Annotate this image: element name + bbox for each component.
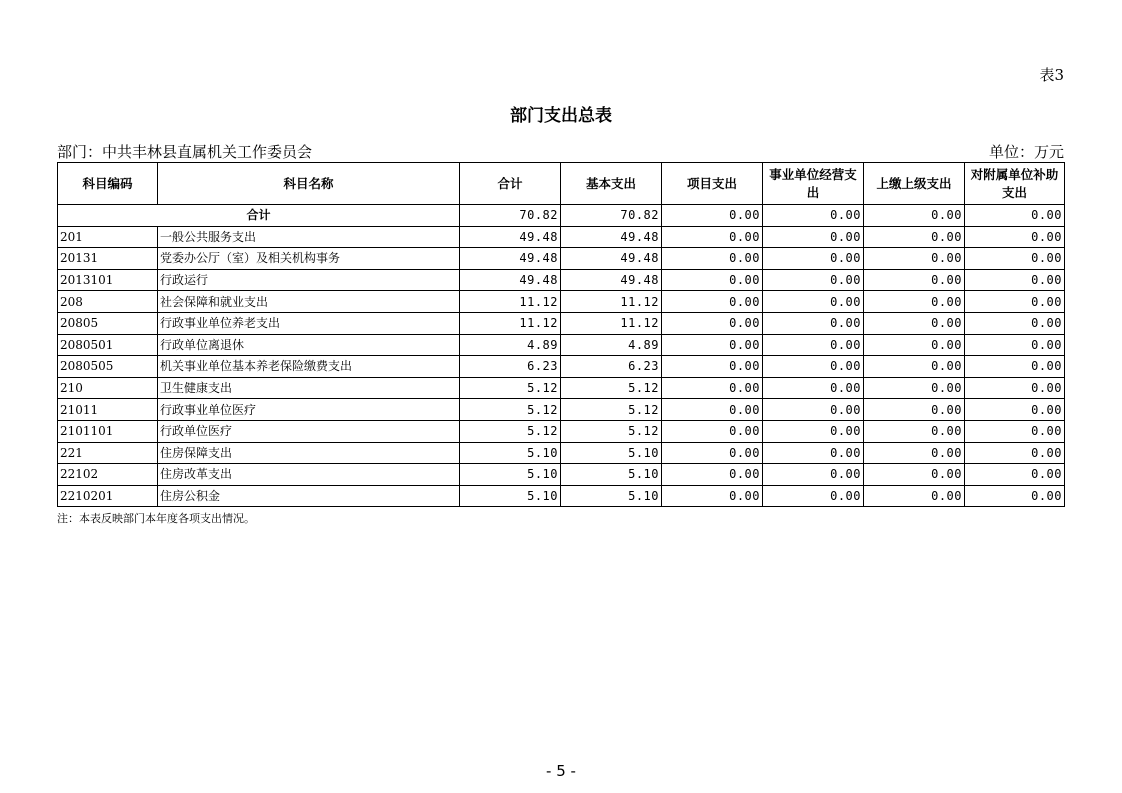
subject-name-cell: 卫生健康支出 [158, 377, 460, 399]
header-cell: 项目支出 [662, 163, 763, 205]
amount-cell: 0.00 [763, 420, 864, 442]
department-label: 部门：中共丰林县直属机关工作委员会 [57, 143, 313, 161]
amount-cell: 5.10 [561, 485, 662, 507]
amount-cell: 0.00 [763, 485, 864, 507]
amount-cell: 0.00 [662, 442, 763, 464]
amount-cell: 0.00 [864, 464, 965, 486]
subject-code-cell: 208 [58, 291, 158, 313]
amount-cell: 0.00 [864, 356, 965, 378]
amount-cell: 0.00 [864, 248, 965, 270]
amount-cell: 0.00 [763, 442, 864, 464]
amount-cell: 49.48 [561, 226, 662, 248]
table-row [58, 269, 1065, 291]
subject-name-cell: 行政单位离退休 [158, 334, 460, 356]
subject-code-cell: 2013101 [58, 269, 158, 291]
header-cell: 上缴上级支出 [864, 163, 965, 205]
table-note: 注：本表反映部门本年度各项支出情况。 [57, 512, 255, 525]
amount-cell: 0.00 [864, 399, 965, 421]
amount-cell: 5.12 [460, 399, 561, 421]
subject-name-cell: 社会保障和就业支出 [158, 291, 460, 313]
table-row [58, 312, 1065, 334]
subject-code-cell: 2210201 [58, 485, 158, 507]
header-cell: 科目编码 [58, 163, 158, 205]
amount-cell: 0.00 [965, 291, 1065, 313]
total-row [58, 205, 1065, 227]
amount-cell: 0.00 [965, 377, 1065, 399]
table-row [58, 291, 1065, 313]
amount-cell: 0.00 [763, 291, 864, 313]
header-cell: 合计 [460, 163, 561, 205]
total-cell: 0.00 [662, 205, 763, 227]
total-cell: 70.82 [460, 205, 561, 227]
unit-label: 单位：万元 [988, 143, 1064, 161]
subject-name-cell: 住房改革支出 [158, 464, 460, 486]
header-cell: 基本支出 [561, 163, 662, 205]
amount-cell: 0.00 [662, 485, 763, 507]
amount-cell: 0.00 [965, 248, 1065, 270]
header-cell: 事业单位经营支出 [763, 163, 864, 205]
amount-cell: 0.00 [662, 334, 763, 356]
amount-cell: 0.00 [965, 312, 1065, 334]
amount-cell: 0.00 [864, 485, 965, 507]
amount-cell: 0.00 [662, 291, 763, 313]
table-header-row [58, 163, 1065, 205]
subject-name-cell: 机关事业单位基本养老保险缴费支出 [158, 356, 460, 378]
amount-cell: 0.00 [965, 399, 1065, 421]
expense-summary-table [57, 162, 1065, 507]
amount-cell: 0.00 [763, 248, 864, 270]
amount-cell: 0.00 [864, 420, 965, 442]
subject-name-cell: 一般公共服务支出 [158, 226, 460, 248]
amount-cell: 0.00 [965, 269, 1065, 291]
amount-cell: 0.00 [965, 464, 1065, 486]
amount-cell: 5.12 [561, 377, 662, 399]
subject-name-cell: 行政事业单位养老支出 [158, 312, 460, 334]
amount-cell: 11.12 [561, 312, 662, 334]
subject-code-cell: 2080505 [58, 356, 158, 378]
amount-cell: 5.10 [561, 442, 662, 464]
amount-cell: 0.00 [864, 377, 965, 399]
table-row [58, 442, 1065, 464]
subject-code-cell: 20805 [58, 312, 158, 334]
amount-cell: 0.00 [965, 226, 1065, 248]
amount-cell: 11.12 [561, 291, 662, 313]
table-row [58, 399, 1065, 421]
amount-cell: 0.00 [864, 226, 965, 248]
table-row [58, 420, 1065, 442]
amount-cell: 11.12 [460, 312, 561, 334]
total-cell: 0.00 [763, 205, 864, 227]
amount-cell: 49.48 [561, 269, 662, 291]
subject-name-cell: 党委办公厅（室）及相关机构事务 [158, 248, 460, 270]
amount-cell: 0.00 [662, 399, 763, 421]
total-cell: 70.82 [561, 205, 662, 227]
amount-cell: 0.00 [662, 312, 763, 334]
amount-cell: 0.00 [763, 356, 864, 378]
subject-code-cell: 21011 [58, 399, 158, 421]
table-row [58, 464, 1065, 486]
amount-cell: 0.00 [864, 269, 965, 291]
amount-cell: 0.00 [965, 442, 1065, 464]
subject-name-cell: 行政运行 [158, 269, 460, 291]
amount-cell: 49.48 [460, 248, 561, 270]
subject-code-cell: 22102 [58, 464, 158, 486]
amount-cell: 0.00 [864, 312, 965, 334]
total-cell: 0.00 [965, 205, 1065, 227]
amount-cell: 0.00 [662, 269, 763, 291]
amount-cell: 5.12 [561, 399, 662, 421]
amount-cell: 5.10 [460, 442, 561, 464]
table-row [58, 334, 1065, 356]
amount-cell: 0.00 [864, 334, 965, 356]
subject-name-cell: 住房公积金 [158, 485, 460, 507]
amount-cell: 0.00 [763, 312, 864, 334]
amount-cell: 0.00 [662, 377, 763, 399]
amount-cell: 5.12 [460, 420, 561, 442]
amount-cell: 0.00 [662, 226, 763, 248]
amount-cell: 0.00 [763, 464, 864, 486]
subject-code-cell: 2080501 [58, 334, 158, 356]
total-label: 合计 [58, 205, 460, 227]
amount-cell: 5.10 [460, 485, 561, 507]
page-number: - 5 - [546, 762, 576, 780]
amount-cell: 5.12 [460, 377, 561, 399]
subject-code-cell: 2101101 [58, 420, 158, 442]
amount-cell: 0.00 [965, 485, 1065, 507]
header-cell: 对附属单位补助支出 [965, 163, 1065, 205]
amount-cell: 0.00 [763, 377, 864, 399]
amount-cell: 0.00 [662, 356, 763, 378]
amount-cell: 4.89 [561, 334, 662, 356]
table-row [58, 248, 1065, 270]
page-title: 部门支出总表 [510, 106, 612, 126]
amount-cell: 0.00 [965, 334, 1065, 356]
subject-code-cell: 221 [58, 442, 158, 464]
table-row [58, 377, 1065, 399]
subject-code-cell: 201 [58, 226, 158, 248]
amount-cell: 0.00 [864, 291, 965, 313]
amount-cell: 0.00 [965, 356, 1065, 378]
table-row [58, 356, 1065, 378]
amount-cell: 0.00 [763, 226, 864, 248]
amount-cell: 4.89 [460, 334, 561, 356]
amount-cell: 6.23 [561, 356, 662, 378]
amount-cell: 0.00 [662, 464, 763, 486]
header-cell: 科目名称 [158, 163, 460, 205]
table-row [58, 226, 1065, 248]
amount-cell: 5.10 [460, 464, 561, 486]
amount-cell: 0.00 [662, 420, 763, 442]
amount-cell: 49.48 [460, 269, 561, 291]
amount-cell: 0.00 [965, 420, 1065, 442]
amount-cell: 0.00 [763, 269, 864, 291]
amount-cell: 0.00 [763, 334, 864, 356]
subject-code-cell: 210 [58, 377, 158, 399]
amount-cell: 5.10 [561, 464, 662, 486]
amount-cell: 0.00 [662, 248, 763, 270]
amount-cell: 11.12 [460, 291, 561, 313]
subject-name-cell: 行政单位医疗 [158, 420, 460, 442]
subject-name-cell: 住房保障支出 [158, 442, 460, 464]
subject-name-cell: 行政事业单位医疗 [158, 399, 460, 421]
amount-cell: 0.00 [864, 442, 965, 464]
subject-code-cell: 20131 [58, 248, 158, 270]
total-cell: 0.00 [864, 205, 965, 227]
table-id-label: 表3 [1039, 66, 1064, 84]
amount-cell: 49.48 [561, 248, 662, 270]
amount-cell: 49.48 [460, 226, 561, 248]
amount-cell: 5.12 [561, 420, 662, 442]
amount-cell: 0.00 [763, 399, 864, 421]
amount-cell: 6.23 [460, 356, 561, 378]
table-row [58, 485, 1065, 507]
